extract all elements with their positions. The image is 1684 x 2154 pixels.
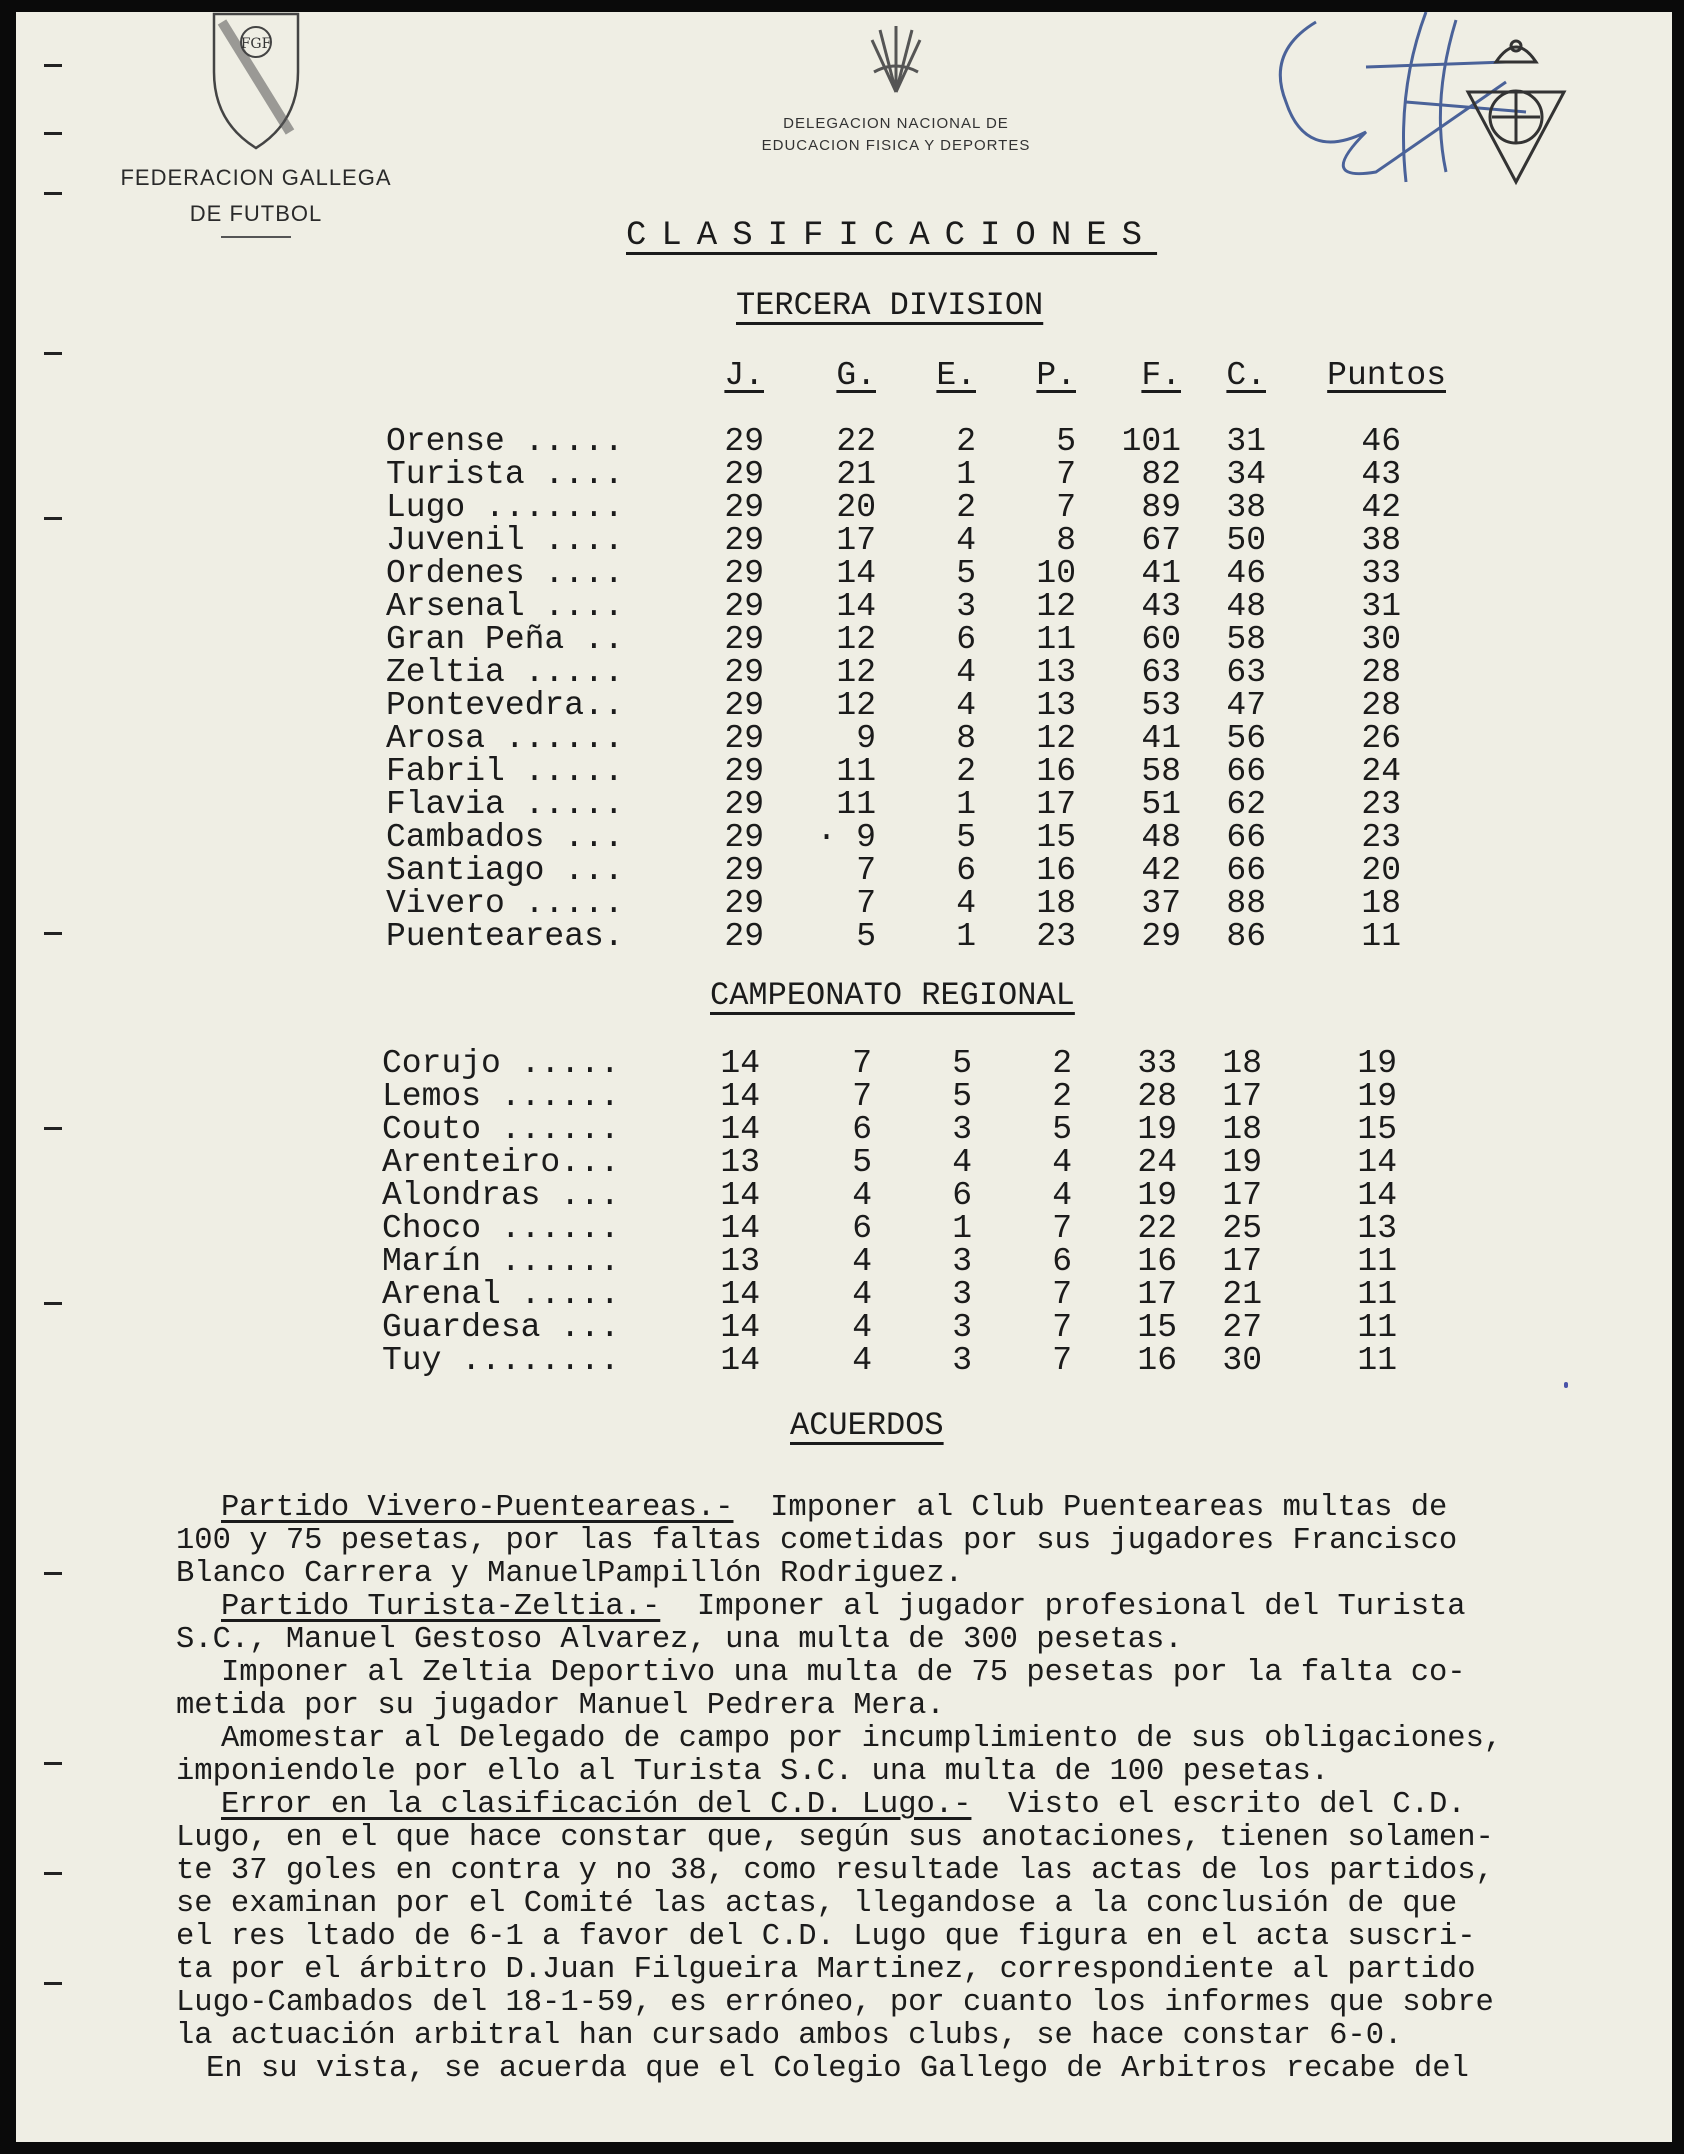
table-row bbox=[386, 425, 1446, 458]
stat-cell: 38 bbox=[1226, 489, 1266, 526]
item-title: Partido Vivero-Puenteareas.- bbox=[221, 1491, 734, 1525]
stat-cell: 7 bbox=[852, 1078, 872, 1115]
team-name: Ordenes .... bbox=[386, 555, 624, 592]
stat-cell: 23 bbox=[1361, 819, 1401, 856]
stat-cell: 29 bbox=[724, 555, 764, 592]
stat-cell: 11 bbox=[1357, 1243, 1397, 1280]
stat-cell: 13 bbox=[1036, 687, 1076, 724]
stat-cell: 29 bbox=[724, 489, 764, 526]
stat-cell: 6 bbox=[1052, 1243, 1072, 1280]
stat-cell: 46 bbox=[1361, 423, 1401, 460]
table-row bbox=[386, 755, 1446, 788]
stat-cell: 29 bbox=[724, 522, 764, 559]
stat-cell: 11 bbox=[836, 786, 876, 823]
stat-cell: 29 bbox=[1141, 918, 1181, 955]
team-name: Zeltia ..... bbox=[386, 654, 624, 691]
stat-cell: 34 bbox=[1226, 456, 1266, 493]
stat-cell: 16 bbox=[1036, 753, 1076, 790]
stat-cell: 47 bbox=[1226, 687, 1266, 724]
column-header: C. bbox=[1226, 357, 1266, 394]
stat-cell: 38 bbox=[1361, 522, 1401, 559]
stat-cell: 4 bbox=[852, 1177, 872, 1214]
stat-cell: 29 bbox=[724, 588, 764, 625]
stat-cell: 21 bbox=[1222, 1276, 1262, 1313]
stat-cell: 14 bbox=[720, 1309, 760, 1346]
stat-cell: 60 bbox=[1141, 621, 1181, 658]
team-name: Vivero ..... bbox=[386, 885, 624, 922]
stat-cell: 7 bbox=[1052, 1210, 1072, 1247]
team-name: Arosa ...... bbox=[386, 720, 624, 757]
stat-cell: 4 bbox=[1052, 1144, 1072, 1181]
text-line: Imponer al Club Puenteareas multas de bbox=[733, 1491, 1448, 1525]
stat-cell: 12 bbox=[1036, 720, 1076, 757]
stat-cell: 5 bbox=[956, 555, 976, 592]
stat-cell: 6 bbox=[956, 852, 976, 889]
page-title: CLASIFICACIONES bbox=[626, 217, 1158, 255]
text-line: Amomestar al Delegado de campo por incumplimiento de sus obligaciones, bbox=[221, 1722, 1503, 1756]
stat-cell: 88 bbox=[1226, 885, 1266, 922]
stat-cell: 19 bbox=[1137, 1111, 1177, 1148]
stat-cell: 82 bbox=[1141, 456, 1181, 493]
table-row bbox=[382, 1146, 1442, 1179]
stat-cell: 19 bbox=[1222, 1144, 1262, 1181]
team-name: Couto ...... bbox=[382, 1111, 620, 1148]
stat-cell: 13 bbox=[1357, 1210, 1397, 1247]
delegation-letterhead bbox=[746, 22, 1046, 157]
stat-cell: 11 bbox=[836, 753, 876, 790]
stat-cell: 11 bbox=[1357, 1342, 1397, 1379]
stat-cell: 29 bbox=[724, 423, 764, 460]
federation-crest-icon bbox=[1456, 32, 1576, 192]
team-name: Orense ..... bbox=[386, 423, 624, 460]
stat-cell: 11 bbox=[1357, 1276, 1397, 1313]
federation-shield-icon bbox=[210, 12, 302, 152]
table-row bbox=[386, 458, 1446, 491]
stat-cell: 29 bbox=[724, 687, 764, 724]
item-title: Partido Turista-Zeltia.- bbox=[221, 1590, 661, 1624]
table-row bbox=[382, 1311, 1442, 1344]
team-name: Gran Peña .. bbox=[386, 621, 624, 658]
stat-cell: 21 bbox=[836, 456, 876, 493]
stat-cell: 66 bbox=[1226, 753, 1266, 790]
stat-cell: 11 bbox=[1361, 918, 1401, 955]
federation-letterhead bbox=[106, 12, 406, 238]
stat-cell: 6 bbox=[952, 1177, 972, 1214]
table-row bbox=[386, 722, 1446, 755]
federation-name-line1: FEDERACION GALLEGA bbox=[120, 165, 392, 190]
stat-cell: 4 bbox=[852, 1309, 872, 1346]
stat-cell: 3 bbox=[952, 1243, 972, 1280]
stat-cell: 14 bbox=[836, 588, 876, 625]
text-line: metida por su jugador Manuel Pedrera Mera. bbox=[176, 1689, 945, 1723]
team-name: Arenteiro... bbox=[382, 1144, 620, 1181]
stat-cell: 7 bbox=[1052, 1309, 1072, 1346]
table-row bbox=[386, 887, 1446, 920]
team-name: Arenal ..... bbox=[382, 1276, 620, 1313]
stat-cell: 58 bbox=[1226, 621, 1266, 658]
stat-cell: 43 bbox=[1141, 588, 1181, 625]
stat-cell: 19 bbox=[1357, 1078, 1397, 1115]
stat-cell: 29 bbox=[724, 621, 764, 658]
stat-cell: 29 bbox=[724, 852, 764, 889]
text-line: imponiendole por ello al Turista S.C. una multa de 100 pesetas. bbox=[176, 1755, 1330, 1789]
stat-cell: 10 bbox=[1036, 555, 1076, 592]
table-row bbox=[382, 1080, 1442, 1113]
table-row bbox=[386, 491, 1446, 524]
stat-cell: 16 bbox=[1036, 852, 1076, 889]
stat-cell: 48 bbox=[1226, 588, 1266, 625]
stat-cell: 5 bbox=[1052, 1111, 1072, 1148]
table-row bbox=[382, 1344, 1442, 1377]
table-row bbox=[386, 524, 1446, 557]
stat-cell: 6 bbox=[852, 1210, 872, 1247]
tercera-division-heading: TERCERA DIVISION bbox=[736, 287, 1044, 324]
federation-name-line2: DE FUTBOL bbox=[189, 201, 323, 226]
stat-cell: 12 bbox=[836, 654, 876, 691]
column-header: G. bbox=[836, 357, 876, 394]
table-row bbox=[386, 689, 1446, 722]
text-line: la actuación arbitral han cursado ambos clubs, se hace constar 6-0. bbox=[176, 2019, 1403, 2053]
stat-cell: 8 bbox=[1056, 522, 1076, 559]
stat-cell: 66 bbox=[1226, 819, 1266, 856]
item-title: Error en la clasificación del C.D. Lugo.- bbox=[221, 1788, 972, 1822]
stat-cell: 50 bbox=[1226, 522, 1266, 559]
tercera-division-table bbox=[386, 357, 1446, 953]
stat-cell: 13 bbox=[1036, 654, 1076, 691]
stat-cell: 4 bbox=[952, 1144, 972, 1181]
stat-cell: 14 bbox=[1357, 1177, 1397, 1214]
stat-cell: 2 bbox=[1052, 1045, 1072, 1082]
stat-cell: 14 bbox=[836, 555, 876, 592]
stat-cell: 53 bbox=[1141, 687, 1181, 724]
letterhead-rule bbox=[221, 236, 291, 238]
stat-cell: 11 bbox=[1357, 1309, 1397, 1346]
stat-cell: 41 bbox=[1141, 720, 1181, 757]
stat-cell: 14 bbox=[720, 1111, 760, 1148]
column-header: J. bbox=[724, 357, 764, 394]
team-name: Choco ...... bbox=[382, 1210, 620, 1247]
stat-cell: 4 bbox=[852, 1243, 872, 1280]
svg-text:FGF: FGF bbox=[240, 36, 272, 52]
team-name: Santiago ... bbox=[386, 852, 624, 889]
stat-cell: 4 bbox=[852, 1342, 872, 1379]
stat-cell: 4 bbox=[956, 522, 976, 559]
table-row bbox=[386, 920, 1446, 953]
stat-cell: 26 bbox=[1361, 720, 1401, 757]
stat-cell: 5 bbox=[852, 1144, 872, 1181]
table-row bbox=[382, 1179, 1442, 1212]
stat-cell: 2 bbox=[1052, 1078, 1072, 1115]
stat-cell: 2 bbox=[956, 753, 976, 790]
table-row bbox=[382, 1212, 1442, 1245]
stat-cell: 46 bbox=[1226, 555, 1266, 592]
team-name: Alondras ... bbox=[382, 1177, 620, 1214]
table-row bbox=[386, 623, 1446, 656]
text-line: ta por el árbitro D.Juan Filgueira Martinez, correspondiente al partido bbox=[176, 1953, 1476, 1987]
campeonato-regional-heading: CAMPEONATO REGIONAL bbox=[710, 977, 1075, 1014]
stat-cell: 1 bbox=[956, 918, 976, 955]
stat-cell: 18 bbox=[1222, 1045, 1262, 1082]
text-line: Visto el escrito del C.D. bbox=[971, 1788, 1466, 1822]
stat-cell: 23 bbox=[1361, 786, 1401, 823]
yoke-arrows-emblem-icon bbox=[866, 22, 926, 102]
stat-cell: 18 bbox=[1222, 1111, 1262, 1148]
stat-cell: 14 bbox=[720, 1276, 760, 1313]
stat-cell: 56 bbox=[1226, 720, 1266, 757]
stat-cell: 3 bbox=[952, 1342, 972, 1379]
acuerdos-body bbox=[176, 1492, 1672, 2086]
stat-cell: 7 bbox=[1056, 489, 1076, 526]
stat-cell: 101 bbox=[1121, 423, 1181, 460]
stat-cell: 51 bbox=[1141, 786, 1181, 823]
table-row bbox=[382, 1245, 1442, 1278]
table-row bbox=[386, 557, 1446, 590]
team-name: Guardesa ... bbox=[382, 1309, 620, 1346]
stat-cell: 66 bbox=[1226, 852, 1266, 889]
delegation-name-line1: DELEGACION NACIONAL DE bbox=[783, 115, 1009, 132]
stat-cell: 17 bbox=[836, 522, 876, 559]
stat-cell: 13 bbox=[720, 1243, 760, 1280]
team-name: Puenteareas. bbox=[386, 918, 624, 955]
stat-cell: 6 bbox=[852, 1111, 872, 1148]
stat-cell: 23 bbox=[1036, 918, 1076, 955]
stat-cell: 28 bbox=[1137, 1078, 1177, 1115]
team-name: Flavia ..... bbox=[386, 786, 624, 823]
table-header-row bbox=[386, 357, 1446, 397]
stat-cell: 31 bbox=[1226, 423, 1266, 460]
stat-cell: 16 bbox=[1137, 1342, 1177, 1379]
team-name: Cambados ... bbox=[386, 819, 624, 856]
stat-cell: 29 bbox=[724, 753, 764, 790]
table-row bbox=[386, 854, 1446, 887]
text-line: S.C., Manuel Gestoso Alvarez, una multa de 300 pesetas. bbox=[176, 1623, 1183, 1657]
stat-cell: 7 bbox=[856, 852, 876, 889]
stat-cell: 67 bbox=[1141, 522, 1181, 559]
stat-cell: 17 bbox=[1036, 786, 1076, 823]
column-header: F. bbox=[1141, 357, 1181, 394]
stat-cell: 43 bbox=[1361, 456, 1401, 493]
stat-cell: 14 bbox=[720, 1078, 760, 1115]
stat-cell: 28 bbox=[1361, 654, 1401, 691]
stat-cell: 41 bbox=[1141, 555, 1181, 592]
acuerdos-heading: ACUERDOS bbox=[790, 1407, 944, 1444]
stat-cell: 13 bbox=[720, 1144, 760, 1181]
document-page bbox=[16, 12, 1672, 2142]
stat-cell: 4 bbox=[1052, 1177, 1072, 1214]
stat-cell: 42 bbox=[1361, 489, 1401, 526]
stat-cell: 15 bbox=[1357, 1111, 1397, 1148]
column-header: E. bbox=[936, 357, 976, 394]
text-line: Blanco Carrera y ManuelPampillón Rodriguez. bbox=[176, 1557, 964, 1591]
stat-cell: 4 bbox=[956, 654, 976, 691]
campeonato-regional-table bbox=[382, 1047, 1442, 1377]
stat-cell: 42 bbox=[1141, 852, 1181, 889]
stat-cell: 63 bbox=[1226, 654, 1266, 691]
stat-cell: 18 bbox=[1361, 885, 1401, 922]
table-row bbox=[386, 656, 1446, 689]
table-row bbox=[386, 590, 1446, 623]
stat-cell: 14 bbox=[720, 1342, 760, 1379]
stat-cell: 30 bbox=[1222, 1342, 1262, 1379]
stat-cell: 17 bbox=[1137, 1276, 1177, 1313]
stat-cell: 28 bbox=[1361, 687, 1401, 724]
stat-cell: 5 bbox=[856, 918, 876, 955]
stat-cell: 14 bbox=[1357, 1144, 1397, 1181]
stat-cell: 7 bbox=[1052, 1276, 1072, 1313]
text-line: Lugo, en el que hace constar que, según sus anotaciones, tienen solamen- bbox=[176, 1821, 1494, 1855]
stat-cell: 29 bbox=[724, 456, 764, 493]
stat-cell: 3 bbox=[956, 588, 976, 625]
column-header: Puntos bbox=[1327, 357, 1446, 394]
stat-cell: 19 bbox=[1357, 1045, 1397, 1082]
team-name: Tuy ........ bbox=[382, 1342, 620, 1379]
stat-cell: 5 bbox=[952, 1045, 972, 1082]
stat-cell: 31 bbox=[1361, 588, 1401, 625]
stat-cell: 29 bbox=[724, 654, 764, 691]
stat-cell: 3 bbox=[952, 1309, 972, 1346]
ink-mark bbox=[1564, 1382, 1568, 1388]
text-line: te 37 goles en contra y no 38, como resultade las actas de los partidos, bbox=[176, 1854, 1494, 1888]
stat-cell: 30 bbox=[1361, 621, 1401, 658]
stat-cell: 2 bbox=[956, 423, 976, 460]
stat-cell: · 9 bbox=[816, 819, 876, 856]
stat-cell: 1 bbox=[952, 1210, 972, 1247]
stat-cell: 4 bbox=[956, 885, 976, 922]
stat-cell: 1 bbox=[956, 456, 976, 493]
team-name: Corujo ..... bbox=[382, 1045, 620, 1082]
stat-cell: 5 bbox=[1056, 423, 1076, 460]
stat-cell: 7 bbox=[1052, 1342, 1072, 1379]
stat-cell: 19 bbox=[1137, 1177, 1177, 1214]
stat-cell: 4 bbox=[956, 687, 976, 724]
stat-cell: 15 bbox=[1137, 1309, 1177, 1346]
stat-cell: 62 bbox=[1226, 786, 1266, 823]
stat-cell: 24 bbox=[1137, 1144, 1177, 1181]
stat-cell: 14 bbox=[720, 1177, 760, 1214]
table-row bbox=[382, 1047, 1442, 1080]
stat-cell: 29 bbox=[724, 720, 764, 757]
stat-cell: 14 bbox=[720, 1045, 760, 1082]
stat-cell: 17 bbox=[1222, 1078, 1262, 1115]
team-name: Arsenal .... bbox=[386, 588, 624, 625]
stat-cell: 25 bbox=[1222, 1210, 1262, 1247]
stat-cell: 48 bbox=[1141, 819, 1181, 856]
stat-cell: 17 bbox=[1222, 1243, 1262, 1280]
column-header: P. bbox=[1036, 357, 1076, 394]
table-row bbox=[386, 788, 1446, 821]
table-row bbox=[382, 1113, 1442, 1146]
stat-cell: 2 bbox=[956, 489, 976, 526]
stat-cell: 20 bbox=[1361, 852, 1401, 889]
team-name: Pontevedra.. bbox=[386, 687, 624, 724]
team-name: Marín ...... bbox=[382, 1243, 620, 1280]
stat-cell: 63 bbox=[1141, 654, 1181, 691]
stat-cell: 1 bbox=[956, 786, 976, 823]
stat-cell: 89 bbox=[1141, 489, 1181, 526]
stat-cell: 58 bbox=[1141, 753, 1181, 790]
stat-cell: 5 bbox=[952, 1078, 972, 1115]
stat-cell: 14 bbox=[720, 1210, 760, 1247]
delegation-name-line2: EDUCACION FISICA Y DEPORTES bbox=[761, 137, 1031, 154]
text-line: se examinan por el Comité las actas, llegandose a la conclusión de que bbox=[176, 1887, 1458, 1921]
team-name: Lugo ....... bbox=[386, 489, 624, 526]
stat-cell: 3 bbox=[952, 1276, 972, 1313]
stat-cell: 12 bbox=[836, 687, 876, 724]
table-row bbox=[386, 821, 1446, 854]
stat-cell: 17 bbox=[1222, 1177, 1262, 1214]
stat-cell: 20 bbox=[836, 489, 876, 526]
stat-cell: 6 bbox=[956, 621, 976, 658]
stat-cell: 3 bbox=[952, 1111, 972, 1148]
stat-cell: 29 bbox=[724, 918, 764, 955]
stat-cell: 7 bbox=[852, 1045, 872, 1082]
stat-cell: 15 bbox=[1036, 819, 1076, 856]
text-line: el res ltado de 6-1 a favor del C.D. Lugo que figura en el acta suscri- bbox=[176, 1920, 1476, 1954]
stat-cell: 9 bbox=[856, 720, 876, 757]
stat-cell: 22 bbox=[836, 423, 876, 460]
stat-cell: 86 bbox=[1226, 918, 1266, 955]
text-line: Imponer al jugador profesional del Turista bbox=[660, 1590, 1466, 1624]
stat-cell: 16 bbox=[1137, 1243, 1177, 1280]
stat-cell: 7 bbox=[1056, 456, 1076, 493]
text-line: Lugo-Cambados del 18-1-59, es erróneo, por cuanto los informes que sobre bbox=[176, 1986, 1494, 2020]
stat-cell: 8 bbox=[956, 720, 976, 757]
stat-cell: 4 bbox=[852, 1276, 872, 1313]
stat-cell: 11 bbox=[1036, 621, 1076, 658]
text-line: En su vista, se acuerda que el Colegio Gallego de Arbitros recabe del bbox=[206, 2052, 1469, 2086]
stat-cell: 24 bbox=[1361, 753, 1401, 790]
stat-cell: 12 bbox=[1036, 588, 1076, 625]
stat-cell: 33 bbox=[1361, 555, 1401, 592]
stat-cell: 37 bbox=[1141, 885, 1181, 922]
team-name: Lemos ...... bbox=[382, 1078, 620, 1115]
text-line: Imponer al Zeltia Deportivo una multa de 75 pesetas por la falta co- bbox=[221, 1656, 1466, 1690]
text-line: 100 y 75 pesetas, por las faltas cometidas por sus jugadores Francisco bbox=[176, 1524, 1458, 1558]
stat-cell: 27 bbox=[1222, 1309, 1262, 1346]
team-name: Turista .... bbox=[386, 456, 624, 493]
stat-cell: 5 bbox=[956, 819, 976, 856]
stat-cell: 29 bbox=[724, 819, 764, 856]
stat-cell: 29 bbox=[724, 885, 764, 922]
team-name: Fabril ..... bbox=[386, 753, 624, 790]
stat-cell: 18 bbox=[1036, 885, 1076, 922]
stat-cell: 33 bbox=[1137, 1045, 1177, 1082]
stat-cell: 22 bbox=[1137, 1210, 1177, 1247]
stat-cell: 7 bbox=[856, 885, 876, 922]
table-row bbox=[382, 1278, 1442, 1311]
team-name: Juvenil .... bbox=[386, 522, 624, 559]
stat-cell: 29 bbox=[724, 786, 764, 823]
stat-cell: 12 bbox=[836, 621, 876, 658]
